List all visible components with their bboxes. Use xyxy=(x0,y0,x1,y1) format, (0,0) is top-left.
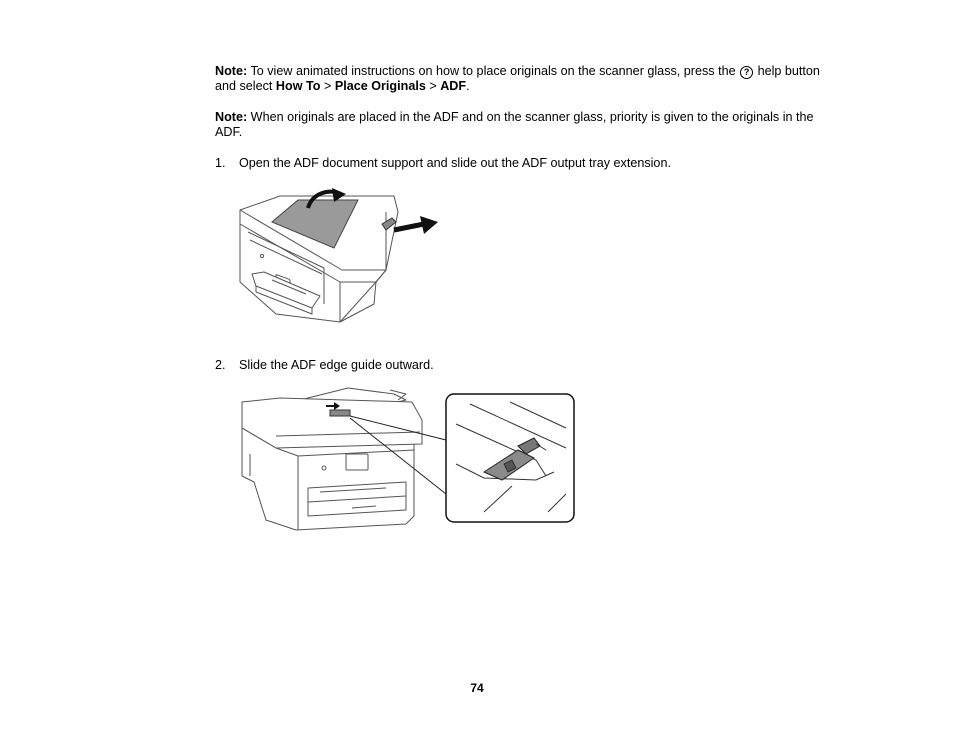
note-open-help xyxy=(215,64,825,94)
step-number: 2. xyxy=(215,358,226,372)
note-text: To view animated instructions on how to place originals on the scanner glass, press the xyxy=(247,64,740,78)
menu-separator: > xyxy=(320,79,335,93)
note-priority xyxy=(215,110,825,139)
menu-adf: ADF xyxy=(440,79,467,93)
help-circle-icon: ? xyxy=(740,66,753,79)
printer-adf-open-illustration xyxy=(236,182,442,328)
menu-separator: > xyxy=(425,79,441,93)
note-label: Note: xyxy=(215,64,248,78)
note-label: Note: xyxy=(215,110,248,124)
printer-adf-edge-guide-illustration xyxy=(236,384,578,534)
step-number: 1. xyxy=(215,156,226,170)
menu-place-originals: Place Originals xyxy=(334,79,426,93)
step-text: Open the ADF document support and slide out the ADF output tray extension. xyxy=(239,156,671,170)
page-number: 74 xyxy=(470,681,484,695)
note-end: . xyxy=(466,79,470,93)
step-text: Slide the ADF edge guide outward. xyxy=(239,358,434,372)
note-text: help button and select xyxy=(215,64,820,93)
note-text: When originals are placed in the ADF and on the scanner glass, priority is given to the originals in the ADF. xyxy=(215,110,814,139)
menu-how-to: How To xyxy=(275,79,321,93)
